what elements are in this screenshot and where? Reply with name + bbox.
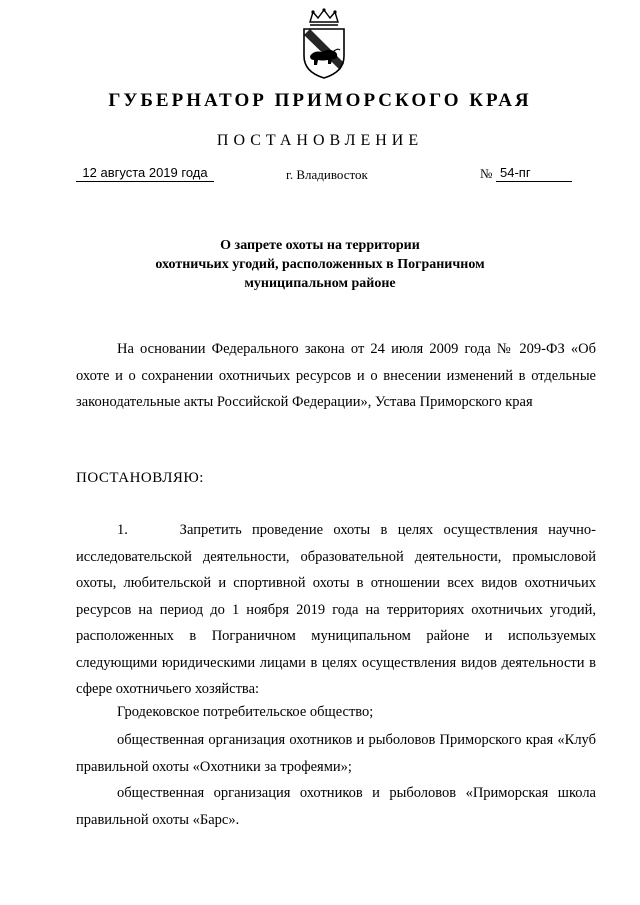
entity-list-item: Гродековское потребительское общество;	[117, 704, 374, 720]
entity-list-item: общественная организация охотников и рыболовов Приморского края «Клуб правильной охоты «Охотники за трофеями»;	[76, 732, 596, 775]
resolve-heading: ПОСТАНОВЛЯЮ:	[76, 470, 204, 486]
item-1-paragraph: 1. Запретить проведение охоты в целях осуществления научно-исследовательской деятельности, образовательной деятельности, промысловой охоты, любительской и спортивной охоты в отношении всех видов охотничьих ресурсов на период до 1 ноября 2019 года на территориях охотничьих угодий, расположенных в Пограничном муниципальном районе и используемых следующими юридическими лицами в целях осуществления видов деятельности в сфере охотничьего хозяйства:	[76, 522, 596, 697]
document-place: г. Владивосток	[286, 167, 368, 182]
preamble-paragraph: На основании Федерального закона от 24 июля 2009 года № 209-ФЗ «Об охоте и о сохранении охотничьих ресурсов и о внесении изменений в отдельные законодательные акты Российской Федерации», Устава Приморского края	[76, 341, 596, 410]
document-type: ПОСТАНОВЛЕНИЕ	[216, 132, 424, 149]
heading-line: О запрете охоты на территории	[220, 238, 420, 253]
coat-of-arms-icon	[296, 8, 352, 80]
document-date: 12 августа 2019 года	[76, 165, 214, 182]
entity-list-item: общественная организация охотников и рыболовов «Приморская школа правильной охоты «Барс».	[76, 785, 596, 828]
document-number-sign: №	[480, 166, 493, 181]
document-number: 54-пг	[496, 165, 572, 182]
document-heading	[120, 236, 520, 293]
heading-line: охотничьих угодий, расположенных в Пограничном	[155, 257, 485, 272]
authority-title: ГУБЕРНАТОР ПРИМОРСКОГО КРАЯ	[108, 90, 532, 111]
heading-line: муниципальном районе	[244, 276, 396, 291]
